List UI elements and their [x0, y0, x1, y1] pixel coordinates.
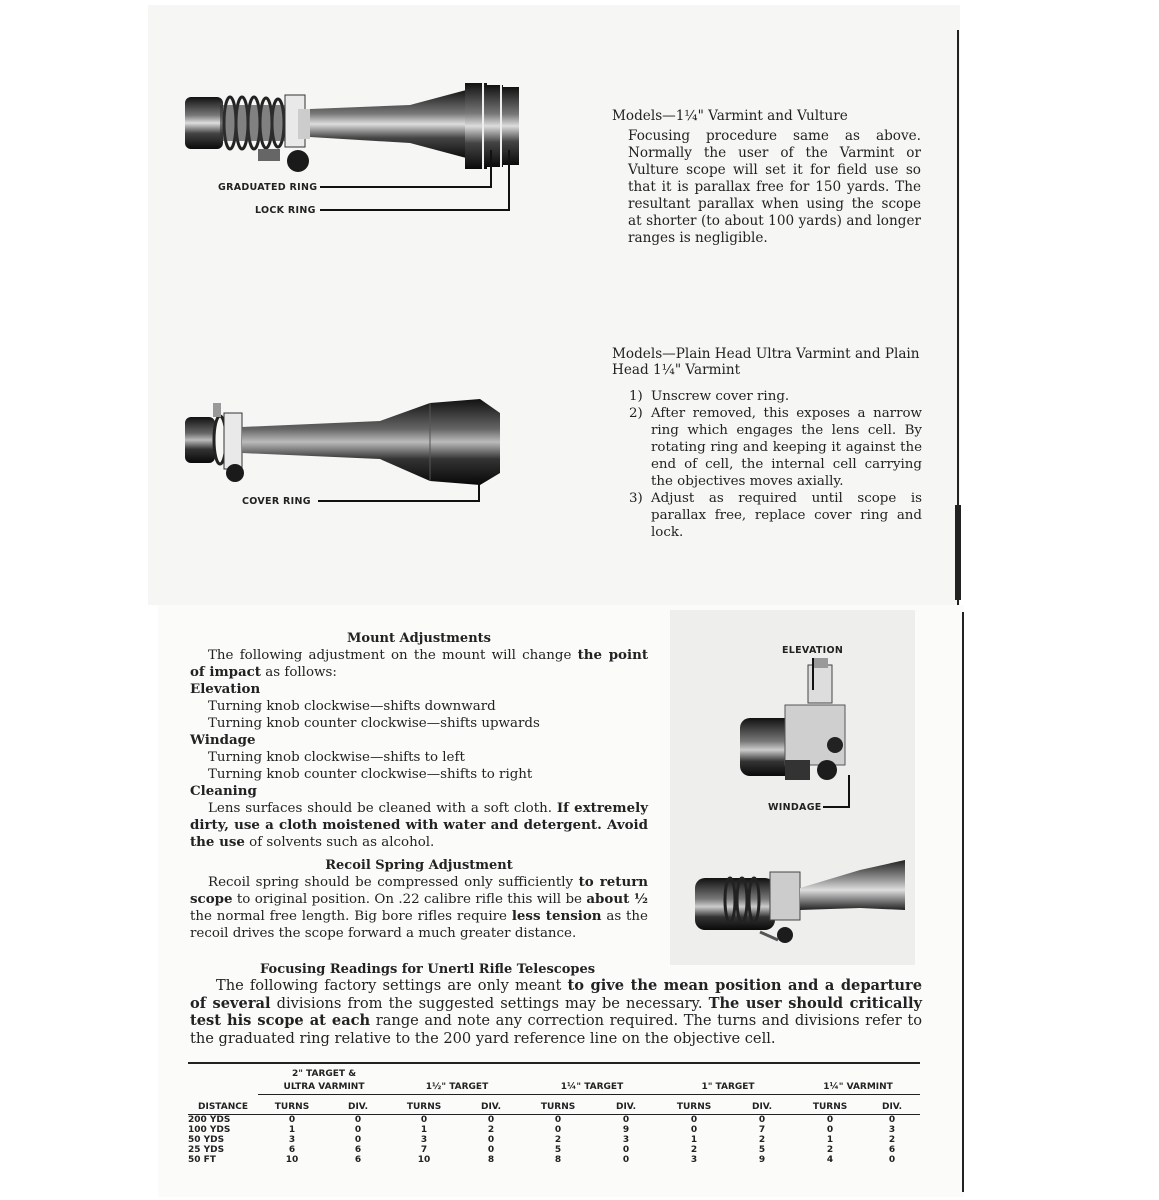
- col-header: TURNS: [540, 1101, 576, 1112]
- table-cell: 0: [690, 1114, 698, 1125]
- focusing-c: range and note any correction required. The turns and divisions refer to the graduated ring relative to the 200 yard reference line on the objective cell.: [190, 1012, 922, 1047]
- col-header: DIV.: [615, 1101, 637, 1112]
- table-cell: 1: [690, 1134, 698, 1145]
- windage-line: Turning knob clockwise—shifts to left: [208, 750, 465, 765]
- recoil-title: Recoil Spring Adjustment: [325, 858, 513, 873]
- callout-elevation: [812, 658, 814, 690]
- focusing-section: [190, 962, 922, 1047]
- focusing-text: [190, 977, 922, 1047]
- table-cell: 9: [622, 1124, 630, 1135]
- table-cell: 5: [554, 1144, 562, 1155]
- callout-line-cover: [318, 500, 480, 502]
- windage-heading: Windage: [190, 732, 256, 748]
- callout-line-lock: [320, 209, 510, 211]
- col-header: TURNS: [676, 1101, 712, 1112]
- cleaning-text: [190, 800, 648, 851]
- table-cell: 0: [622, 1154, 630, 1165]
- mount-photo: [670, 610, 915, 965]
- table-cell: 0: [622, 1144, 630, 1155]
- table-row: [188, 1135, 920, 1145]
- group-header: 1" TARGET: [701, 1081, 755, 1092]
- table-cell: 2: [758, 1134, 766, 1145]
- windage-line: Turning knob counter clockwise—shifts to right: [208, 767, 533, 782]
- group-header-blank: [660, 1068, 796, 1080]
- table-cell: 2: [487, 1124, 495, 1135]
- varmint-heading: Models—1¼" Varmint and Vulture: [612, 108, 848, 124]
- scope-figure-focus: [180, 75, 525, 225]
- col-header: DIV.: [480, 1101, 502, 1112]
- elevation-line: Turning knob counter clockwise—shifts upwards: [208, 716, 540, 731]
- table-cell: 3: [690, 1154, 698, 1165]
- table-row: [188, 1145, 920, 1155]
- table-cell: 10: [285, 1154, 299, 1165]
- recoil-bold1: to return scope: [190, 874, 648, 907]
- step-item: [629, 405, 922, 490]
- group-header: ULTRA VARMINT: [283, 1081, 365, 1092]
- table-cell: 8: [487, 1154, 495, 1165]
- col-header: DISTANCE: [198, 1101, 248, 1112]
- plain-scope-illustration: [180, 395, 510, 490]
- table-cell: 7: [758, 1124, 766, 1135]
- table-cell: 0: [420, 1114, 428, 1125]
- callout-windage-h: [823, 806, 850, 808]
- focusing-b: divisions from the suggested settings may be necessary.: [270, 994, 709, 1012]
- table-cell: 0: [826, 1114, 834, 1125]
- group-header: 2" TARGET &: [291, 1069, 357, 1079]
- col-header: TURNS: [406, 1101, 442, 1112]
- graduated-ring-label: GRADUATED RING: [218, 182, 318, 193]
- group-header-blank: [188, 1080, 258, 1094]
- col-header: DIV.: [881, 1101, 903, 1112]
- focusing-a: The following factory settings are only meant: [216, 977, 568, 994]
- table-cell: 0: [888, 1114, 896, 1125]
- table-cell: 6: [288, 1144, 296, 1155]
- table-cell: 2: [554, 1134, 562, 1145]
- group-header: 1¼" TARGET: [560, 1081, 624, 1092]
- table-cell: 3: [420, 1134, 428, 1145]
- callout-line-graduated: [320, 186, 492, 188]
- mount-intro-b: as follows:: [261, 665, 337, 680]
- cover-ring-label: COVER RING: [242, 496, 311, 507]
- table-cell: 7: [420, 1144, 428, 1155]
- table-cell: 0: [690, 1124, 698, 1135]
- table-cell: 8: [554, 1154, 562, 1165]
- recoil-bold2: about ½: [586, 891, 649, 907]
- cleaning-b: of solvents such as alcohol.: [244, 835, 435, 850]
- table-row: [188, 1114, 920, 1125]
- table-body: [188, 1114, 920, 1165]
- page-edge-shadow: [955, 505, 961, 600]
- table-cell: 0: [487, 1114, 495, 1125]
- recoil-c: the normal free length. Big bore rifles require: [190, 909, 512, 924]
- step-text: Adjust as required until scope is parallax free, replace cover ring and lock.: [651, 491, 922, 540]
- focusing-title: Focusing Readings for Unertl Rifle Telescopes: [260, 962, 596, 977]
- cleaning-bold: If extremely dirty, use a cloth moistened with water and detergent. Avoid the use: [190, 800, 648, 850]
- table-cell: 5: [758, 1144, 766, 1155]
- recoil-b: to original position. On .22 calibre rifle this will be: [232, 892, 587, 907]
- table-cell: 9: [758, 1154, 766, 1165]
- step-item: [629, 490, 922, 541]
- table-cell: 2: [690, 1144, 698, 1155]
- table-cell: 0: [487, 1144, 495, 1155]
- varmint-body: Focusing procedure same as above. Normally the user of the Varmint or Vulture scope will set it for field use so that it is parallax free for 150 yards. The resultant parallax when using the scope at shorter (to about 100 yards) and longer ranges is negligible.: [628, 128, 921, 246]
- recoil-a: Recoil spring should be compressed only sufficiently: [208, 875, 579, 890]
- col-header: TURNS: [812, 1101, 848, 1112]
- step-text: Unscrew cover ring.: [651, 389, 790, 404]
- table-cell: 10: [417, 1154, 431, 1165]
- row-distance: 200 YDS: [188, 1114, 231, 1125]
- column-header-row: [188, 1100, 920, 1114]
- table-cell: 0: [826, 1124, 834, 1135]
- table-cell: 0: [288, 1114, 296, 1125]
- table-cell: 0: [888, 1154, 896, 1165]
- mount-intro-a: The following adjustment on the mount will change: [208, 648, 578, 663]
- table-cell: 1: [826, 1134, 834, 1145]
- table-cell: 0: [622, 1114, 630, 1125]
- table-row: [188, 1125, 920, 1135]
- table-cell: 3: [622, 1134, 630, 1145]
- table-cell: 0: [354, 1114, 362, 1125]
- row-distance: 100 YDS: [188, 1124, 231, 1135]
- group-header-blank: [188, 1068, 258, 1080]
- cleaning-heading: Cleaning: [190, 783, 257, 799]
- scope-figure-plain: [180, 395, 510, 490]
- mount-intro: [190, 647, 648, 681]
- table-cell: 0: [758, 1114, 766, 1125]
- table-cell: 6: [888, 1144, 896, 1155]
- table-cell: 1: [288, 1124, 296, 1135]
- table-cell: 1: [420, 1124, 428, 1135]
- col-header: DIV.: [347, 1101, 369, 1112]
- plain-head-heading-line1: Models—Plain Head Ultra Varmint and Plain: [612, 346, 920, 362]
- page-edge-line-lower: [962, 612, 964, 1192]
- plain-head-heading: [612, 346, 922, 378]
- table-top-rule: [188, 1062, 920, 1064]
- cleaning-a: Lens surfaces should be cleaned with a soft cloth.: [208, 801, 557, 816]
- recoil-text: [190, 874, 648, 942]
- windage-label: WINDAGE: [768, 802, 822, 813]
- table-cell: 3: [288, 1134, 296, 1145]
- step-number: 1): [629, 389, 643, 404]
- table-cell: 2: [826, 1144, 834, 1155]
- group-header-blank: [390, 1068, 524, 1080]
- focusing-bold2: The user should critically test his scope at each: [190, 994, 922, 1030]
- focusing-bold1: to give the mean position and a departure of several: [190, 977, 922, 1012]
- row-distance: 25 YDS: [188, 1144, 225, 1155]
- group-header-row: [188, 1080, 920, 1094]
- step-number: 2): [629, 406, 643, 421]
- plain-head-heading-line2: Head 1¼" Varmint: [612, 362, 741, 378]
- callout-windage-v: [848, 775, 850, 808]
- step-text: After removed, this exposes a narrow ring which engages the lens cell. By rotating ring and keeping it against the end of cell, the internal cell carrying the objectives moves axially.: [651, 406, 922, 489]
- focus-table: [188, 1068, 920, 1165]
- mount-adjustments-title: Mount Adjustments: [347, 631, 491, 646]
- group-header: 1½" TARGET: [425, 1081, 489, 1092]
- elevation-label: ELEVATION: [782, 645, 844, 656]
- recoil-bold3: less tension: [511, 908, 602, 924]
- focus-table-wrap: [188, 1068, 920, 1165]
- row-distance: 50 FT: [188, 1154, 216, 1165]
- plain-head-steps: [629, 388, 922, 541]
- callout-vert-cover: [478, 478, 480, 502]
- table-cell: 0: [487, 1134, 495, 1145]
- recoil-d: as the recoil drives the scope forward a much greater distance.: [190, 909, 648, 941]
- mount-adjustments-section: [190, 630, 648, 942]
- row-distance: 50 YDS: [188, 1134, 225, 1145]
- table-cell: 0: [354, 1134, 362, 1145]
- group-header-blank: [524, 1068, 660, 1080]
- mount-intro-bold: the point of impact: [190, 647, 648, 680]
- callout-vert-lock: [508, 150, 510, 211]
- col-header: DIV.: [751, 1101, 773, 1112]
- table-cell: 4: [826, 1154, 834, 1165]
- group-header-blank: [796, 1068, 920, 1080]
- table-cell: 0: [554, 1114, 562, 1125]
- callout-vert-graduated: [490, 150, 492, 188]
- group-header-row: [188, 1068, 920, 1080]
- table-cell: 6: [354, 1154, 362, 1165]
- elevation-heading: Elevation: [190, 681, 261, 697]
- col-header: TURNS: [274, 1101, 310, 1112]
- elevation-line: Turning knob clockwise—shifts downward: [208, 699, 496, 714]
- table-cell: 3: [888, 1124, 896, 1135]
- mount-illustration: [670, 610, 915, 965]
- scope-illustration: [180, 75, 525, 225]
- table-cell: 2: [888, 1134, 896, 1145]
- step-number: 3): [629, 491, 643, 506]
- lock-ring-label: LOCK RING: [255, 205, 316, 216]
- table-cell: 6: [354, 1144, 362, 1155]
- group-header: 1¼" VARMINT: [823, 1081, 893, 1092]
- step-item: [629, 388, 922, 405]
- table-cell: 0: [354, 1124, 362, 1135]
- table-cell: 0: [554, 1124, 562, 1135]
- table-row: [188, 1155, 920, 1165]
